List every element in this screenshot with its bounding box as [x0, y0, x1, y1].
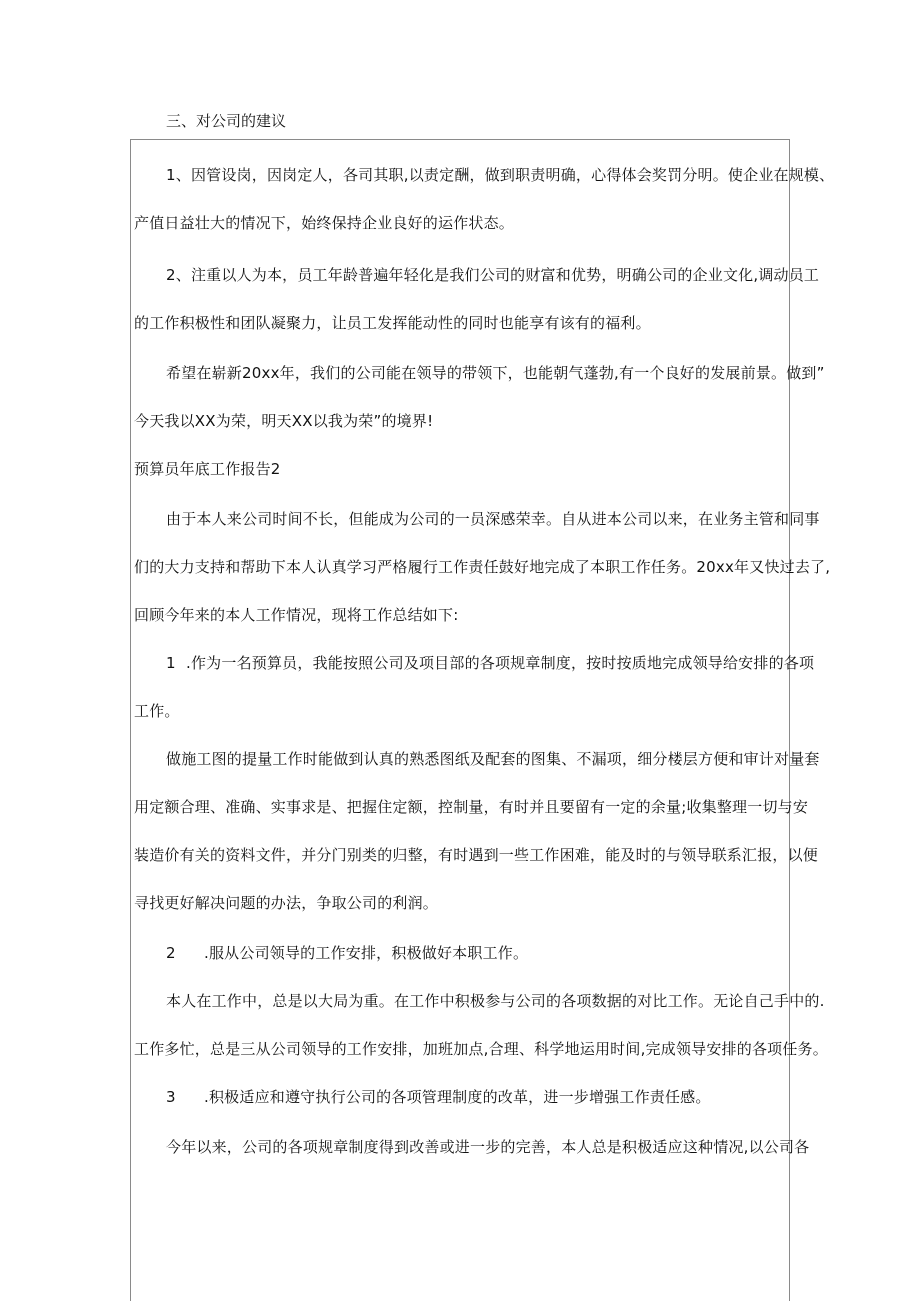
paragraph-line: 工作。 — [134, 702, 180, 720]
paragraph-line: 工作多忙，总是三从公司领导的工作安排，加班加点,合理、科学地运用时间,完成领导安排的各项任务。 — [134, 1040, 828, 1058]
paragraph-line: 们的大力支持和帮助下本人认真学习严格履行工作责任鼓好地完成了本职工作任务。20xx年又快过去了, — [134, 558, 831, 576]
paragraph-line: 本人在工作中，总是以大局为重。在工作中积极参与公司的各项数据的对比工作。无论自己手中的. — [166, 992, 825, 1010]
list-item-number: 2 — [166, 944, 176, 962]
paragraph-line: 2、注重以人为本，员工年龄普遍年轻化是我们公司的财富和优势，明确公司的企业文化,调动员工 — [166, 266, 820, 284]
paragraph-line: 用定额合理、准确、实事求是、把握住定额，控制量，有时并且要留有一定的余量;收集整理一切与安 — [134, 798, 809, 816]
list-item-line: .作为一名预算员，我能按照公司及项目部的各项规章制度，按时按质地完成领导给安排的各项 — [186, 654, 815, 672]
paragraph-line: 1、因管设岗，因岗定人，各司其职,以责定酬，做到职责明确，心得体会奖罚分明。使企业在规模、 — [166, 166, 835, 184]
paragraph-line: 希望在崭新20xx年，我们的公司能在领导的带领下，也能朝气蓬勃,有一个良好的发展前景。做到” — [166, 364, 825, 382]
paragraph-line: 做施工图的提量工作时能做到认真的熟悉图纸及配套的图集、不漏项，细分楼层方便和审计对量套 — [166, 750, 820, 768]
paragraph-line: 产值日益壮大的情况下，始终保持企业良好的运作状态。 — [134, 214, 515, 232]
paragraph-line: 今天我以XX为荣，明天XX以我为荣”的境界! — [134, 412, 434, 430]
report-title: 预算员年底工作报告2 — [134, 460, 281, 478]
paragraph-line: 今年以来，公司的各项规章制度得到改善或进一步的完善，本人总是积极适应这种情况,以公司各 — [166, 1138, 810, 1156]
paragraph-line: 的工作积极性和团队凝聚力，让员工发挥能动性的同时也能享有该有的福利。 — [134, 314, 651, 332]
list-item-number: 1 — [166, 654, 176, 672]
list-item-number: 3 — [166, 1088, 176, 1106]
paragraph-line: 寻找更好解决问题的办法，争取公司的利润。 — [134, 894, 439, 912]
list-item-line: .积极适应和遵守执行公司的各项管理制度的改革，进一步增强工作责任感。 — [204, 1088, 711, 1106]
paragraph-line: 回顾今年来的本人工作情况，现将工作总结如下: — [134, 606, 459, 624]
paragraph-line: 装造价有关的资料文件，并分门别类的归整，有时遇到一些工作困难，能及时的与领导联系汇报，以便 — [134, 846, 819, 864]
paragraph-line: 由于本人来公司时间不长，但能成为公司的一员深感荣幸。自从进本公司以来，在业务主管和同事 — [166, 510, 820, 528]
list-item-line: .服从公司领导的工作安排，积极做好本职工作。 — [204, 944, 529, 962]
section-heading: 三、对公司的建议 — [166, 112, 287, 130]
